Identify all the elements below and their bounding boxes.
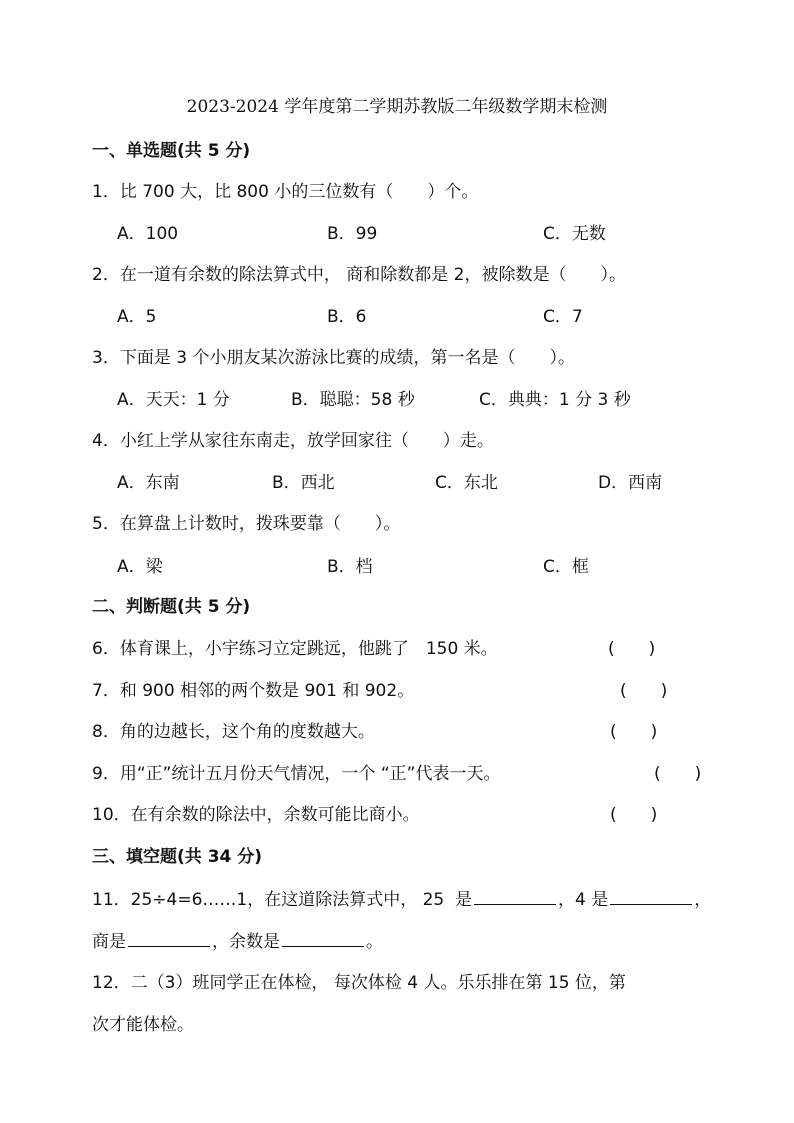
section-heading-fill-in: 三、填空题(共 34 分)	[92, 847, 263, 867]
q11-blank-remainder[interactable]	[282, 930, 364, 947]
q4-option-b: B．西北	[272, 473, 335, 493]
question-4: 4．小红上学从家往东南走，放学回家往（ ）走。	[92, 431, 494, 451]
question-1: 1．比 700 大，比 800 小的三位数有（ ）个。	[92, 182, 479, 202]
question-6: 6．体育课上，小宇练习立定跳远，他跳了 150 米。	[92, 639, 498, 659]
q4-option-a: A．东南	[117, 473, 180, 493]
q8-answer-parens: ( )	[610, 722, 658, 742]
q3-option-b: B．聪聪：58 秒	[291, 390, 415, 410]
question-11-line-2	[92, 930, 383, 953]
question-9: 9．用“正”统计五月份天气情况，一个 “正”代表一天。	[92, 764, 501, 784]
question-10: 10．在有余数的除法中，余数可能比商小。	[92, 805, 420, 825]
question-12-line-1: 12．二（3）班同学正在体检， 每次体检 4 人。乐乐排在第 15 位，第	[92, 973, 626, 993]
question-7: 7．和 900 相邻的两个数是 901 和 902。	[92, 681, 415, 701]
q5-option-a: A．梁	[117, 557, 163, 577]
q2-option-c: C．7	[543, 307, 583, 327]
question-11-line-1	[92, 888, 711, 911]
q9-answer-parens: ( )	[654, 764, 702, 784]
question-12-line-2: 次才能体检。	[92, 1015, 194, 1035]
section-heading-single-choice: 一、单选题(共 5 分)	[92, 141, 251, 161]
question-2: 2．在一道有余数的除法算式中， 商和除数都是 2，被除数是（ ）。	[92, 265, 626, 285]
q11-text-a: 11．25÷4=6……1，在这道除法算式中， 25 是	[92, 890, 473, 910]
q5-option-c: C．框	[543, 557, 589, 577]
q10-answer-parens: ( )	[610, 805, 658, 825]
page-title: 2023-2024 学年度第二学期苏教版二年级数学期末检测	[186, 97, 608, 117]
q1-option-c: C．无数	[543, 224, 606, 244]
q11-blank-quotient[interactable]	[128, 930, 210, 947]
q11-text-d: 商是	[92, 932, 126, 952]
q11-text-c: ，	[694, 890, 712, 910]
q5-option-b: B．档	[327, 557, 373, 577]
q2-option-a: A．5	[117, 307, 157, 327]
q11-text-b: ，4 是	[558, 890, 609, 910]
q1-option-b: B．99	[327, 224, 378, 244]
question-5: 5．在算盘上计数时，拨珠要靠（ ）。	[92, 514, 401, 534]
q7-answer-parens: ( )	[620, 681, 668, 701]
question-8: 8．角的边越长，这个角的度数越大。	[92, 722, 375, 742]
q3-option-c: C．典典：1 分 3 秒	[479, 390, 631, 410]
section-heading-true-false: 二、判断题(共 5 分)	[92, 597, 251, 617]
q11-text-e: ，余数是	[212, 932, 280, 952]
q11-blank-dividend-role[interactable]	[474, 888, 556, 905]
q2-option-b: B．6	[327, 307, 367, 327]
q11-blank-divisor-role[interactable]	[610, 888, 692, 905]
q3-option-a: A．天天：1 分	[117, 390, 230, 410]
q6-answer-parens: ( )	[608, 639, 656, 659]
q4-option-d: D．西南	[598, 473, 663, 493]
q1-option-a: A．100	[117, 224, 179, 244]
q11-text-f: 。	[366, 932, 383, 952]
q4-option-c: C．东北	[435, 473, 498, 493]
question-3: 3．下面是 3 个小朋友某次游泳比赛的成绩，第一名是（ ）。	[92, 348, 575, 368]
